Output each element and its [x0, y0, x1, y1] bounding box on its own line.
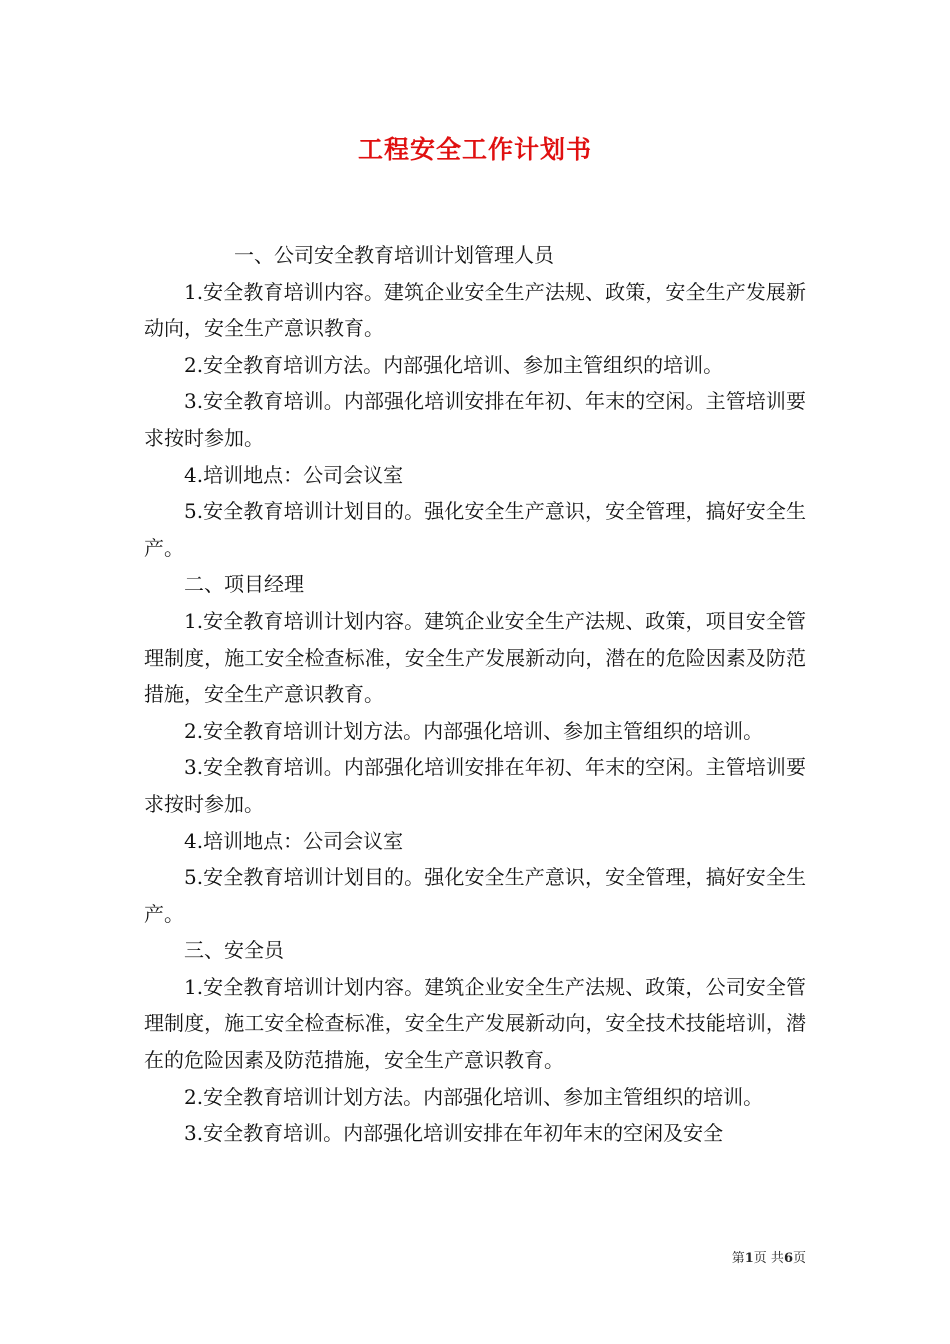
paragraph: 4.培训地点：公司会议室 — [184, 828, 404, 853]
current-page-number: 1 — [744, 1251, 754, 1266]
paragraph: 1.安全教育培训计划内容。建筑企业安全生产法规、政策，项目安全管理制度，施工安全检查标准，安全生产发展新动向，潜在的危险因素及防范措施，安全生产意识教育。 — [144, 608, 806, 707]
paragraph: 2.安全教育培训计划方法。内部强化培训、参加主管组织的培训。 — [184, 718, 764, 743]
paragraph: 2.安全教育培训计划方法。内部强化培训、参加主管组织的培训。 — [184, 1084, 764, 1109]
paragraph: 3.安全教育培训。内部强化培训安排在年初、年末的空闲。主管培训要求按时参加。 — [144, 389, 806, 450]
footer-prefix: 第 — [731, 1251, 745, 1266]
document-title: 工程安全工作计划书 — [357, 135, 592, 164]
section-heading: 三、安全员 — [184, 938, 284, 963]
total-pages-number: 6 — [783, 1251, 793, 1266]
paragraph: 5.安全教育培训计划目的。强化安全生产意识，安全管理，搞好安全生产。 — [144, 865, 806, 926]
section-heading: 二、项目经理 — [184, 572, 304, 597]
paragraph: 1.安全教育培训计划内容。建筑企业安全生产法规、政策，公司安全管理制度，施工安全检查标准，安全生产发展新动向，安全技术技能培训，潜在的危险因素及防范措施，安全生产意识教育。 — [144, 974, 806, 1073]
paragraph: 5.安全教育培训计划目的。强化安全生产意识，安全管理，搞好安全生产。 — [144, 499, 806, 560]
paragraph: 2.安全教育培训方法。内部强化培训、参加主管组织的培训。 — [184, 352, 724, 377]
paragraph: 3.安全教育培训。内部强化培训安排在年初年末的空闲及安全 — [184, 1121, 724, 1146]
paragraph: 1.安全教育培训内容。建筑企业安全生产法规、政策，安全生产发展新动向，安全生产意识教育。 — [144, 279, 806, 341]
document-body — [144, 237, 806, 1152]
footer-suffix: 页 — [792, 1251, 806, 1266]
paragraph: 3.安全教育培训。内部强化培训安排在年初、年末的空闲。主管培训要求按时参加。 — [144, 755, 806, 816]
paragraph: 4.培训地点：公司会议室 — [184, 462, 404, 487]
section-heading: 一、公司安全教育培训计划管理人员 — [234, 243, 554, 267]
page-footer — [732, 1247, 806, 1266]
footer-middle: 页 共 — [753, 1251, 784, 1266]
